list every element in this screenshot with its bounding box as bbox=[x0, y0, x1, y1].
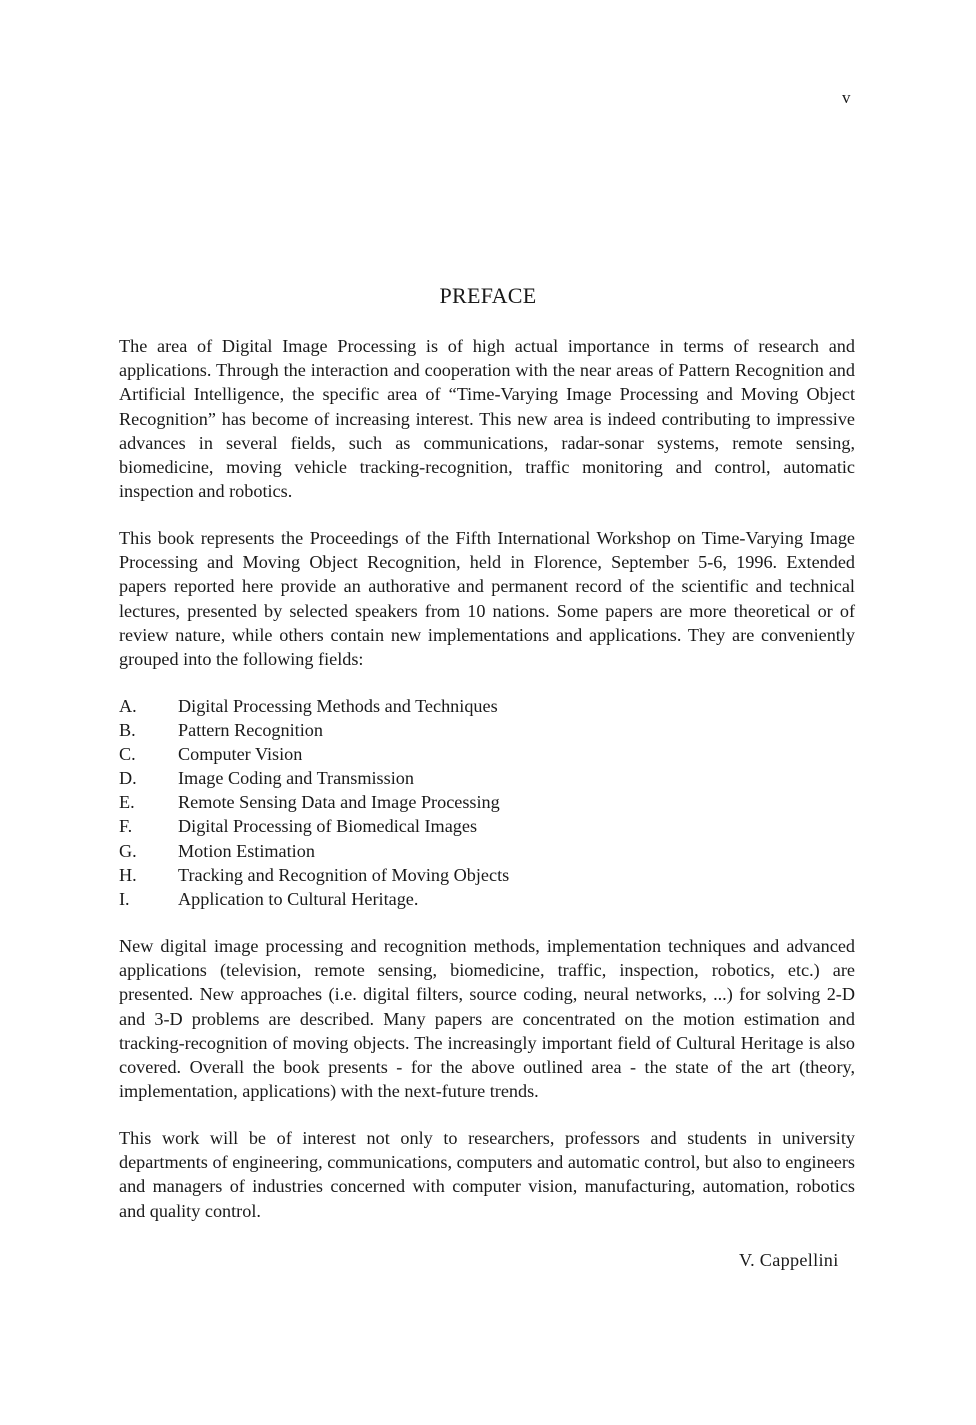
list-item-text: Application to Cultural Heritage. bbox=[178, 888, 419, 909]
list-item bbox=[119, 863, 509, 887]
list-item-letter: H. bbox=[119, 864, 137, 885]
fields-list bbox=[119, 694, 509, 911]
list-item-letter: B. bbox=[119, 720, 136, 741]
paragraph-introduction: The area of Digital Image Processing is of high actual importance in terms of research and applications. Through the interaction and cooperation with the near areas of Pattern Recognition and Artificial Intelligence, the specific area of “Time-Varying Image Processing and Moving Object Recognition” has become of increasing interest. This new area is indeed contributing to impressive advances in several fields, such as communications, radar-sonar systems, remote sensing, biomedicine, moving vehicle tracking-recognition, traffic monitoring and control, automatic inspection and robotics. bbox=[119, 336, 855, 502]
list-item-text: Computer Vision bbox=[178, 744, 303, 765]
list-item-text: Digital Processing Methods and Techniques bbox=[178, 696, 498, 716]
list-item-text: Remote Sensing Data and Image Processing bbox=[178, 792, 500, 813]
list-item bbox=[119, 790, 509, 814]
list-item-text: Digital Processing of Biomedical Images bbox=[178, 816, 478, 837]
list-item bbox=[119, 742, 509, 766]
list-item bbox=[119, 839, 509, 863]
author-signature: V. Cappellini bbox=[739, 1250, 839, 1270]
list-item bbox=[119, 694, 509, 718]
list-item-text: Pattern Recognition bbox=[178, 720, 323, 741]
list-item-letter: F. bbox=[119, 816, 133, 837]
list-item bbox=[119, 887, 509, 911]
paragraph-contents: New digital image processing and recognition methods, implementation techniques and advanced applications (television, remote sensing, biomedicine, traffic, inspection, robotics, etc.) are presented. New approaches (i.e. digital filters, source coding, neural networks, ...) for solving 2-D and 3-D problems are described. Many papers are concentrated on the motion estimation and tracking-recognition of moving objects. The increasingly important field of Cultural Heritage is also covered. Overall the book presents - for the above outlined area - the state of the art (theory, implementation, applications) with the next-future trends. bbox=[119, 936, 855, 1102]
list-item-text: Tracking and Recognition of Moving Objects bbox=[178, 864, 510, 885]
list-item-text: Image Coding and Transmission bbox=[178, 768, 414, 789]
paragraph-audience: This work will be of interest not only to researchers, professors and students in university departments of engineering, communications, computers and automatic control, but also to engineers and managers of industries concerned with computer vision, manufacturing, automation, robotics and quality control. bbox=[119, 1128, 855, 1221]
list-item-letter: G. bbox=[119, 840, 137, 861]
list-item-letter: C. bbox=[119, 744, 136, 765]
list-item-letter: I. bbox=[119, 888, 130, 909]
list-item bbox=[119, 718, 509, 742]
list-item-letter: D. bbox=[119, 768, 137, 789]
paragraph-proceedings: This book represents the Proceedings of the Fifth International Workshop on Time-Varying Image Processing and Moving Object Recognition, held in Florence, September 5-6, 1996. Extended papers reported here provide an authorative and permanent record of the scientific and technical lectures, presented by selected speakers from 10 nations. Some papers are more theoretical or of review nature, while others contain new implementations and applications. They are conveniently grouped into the following fields: bbox=[119, 528, 855, 670]
list-item bbox=[119, 814, 509, 838]
list-item-text: Motion Estimation bbox=[178, 840, 315, 861]
list-item-letter: A. bbox=[119, 696, 137, 716]
list-item bbox=[119, 766, 509, 790]
page-title: PREFACE bbox=[439, 283, 537, 308]
list-item-letter: E. bbox=[119, 792, 135, 813]
page-number: v bbox=[842, 88, 851, 107]
